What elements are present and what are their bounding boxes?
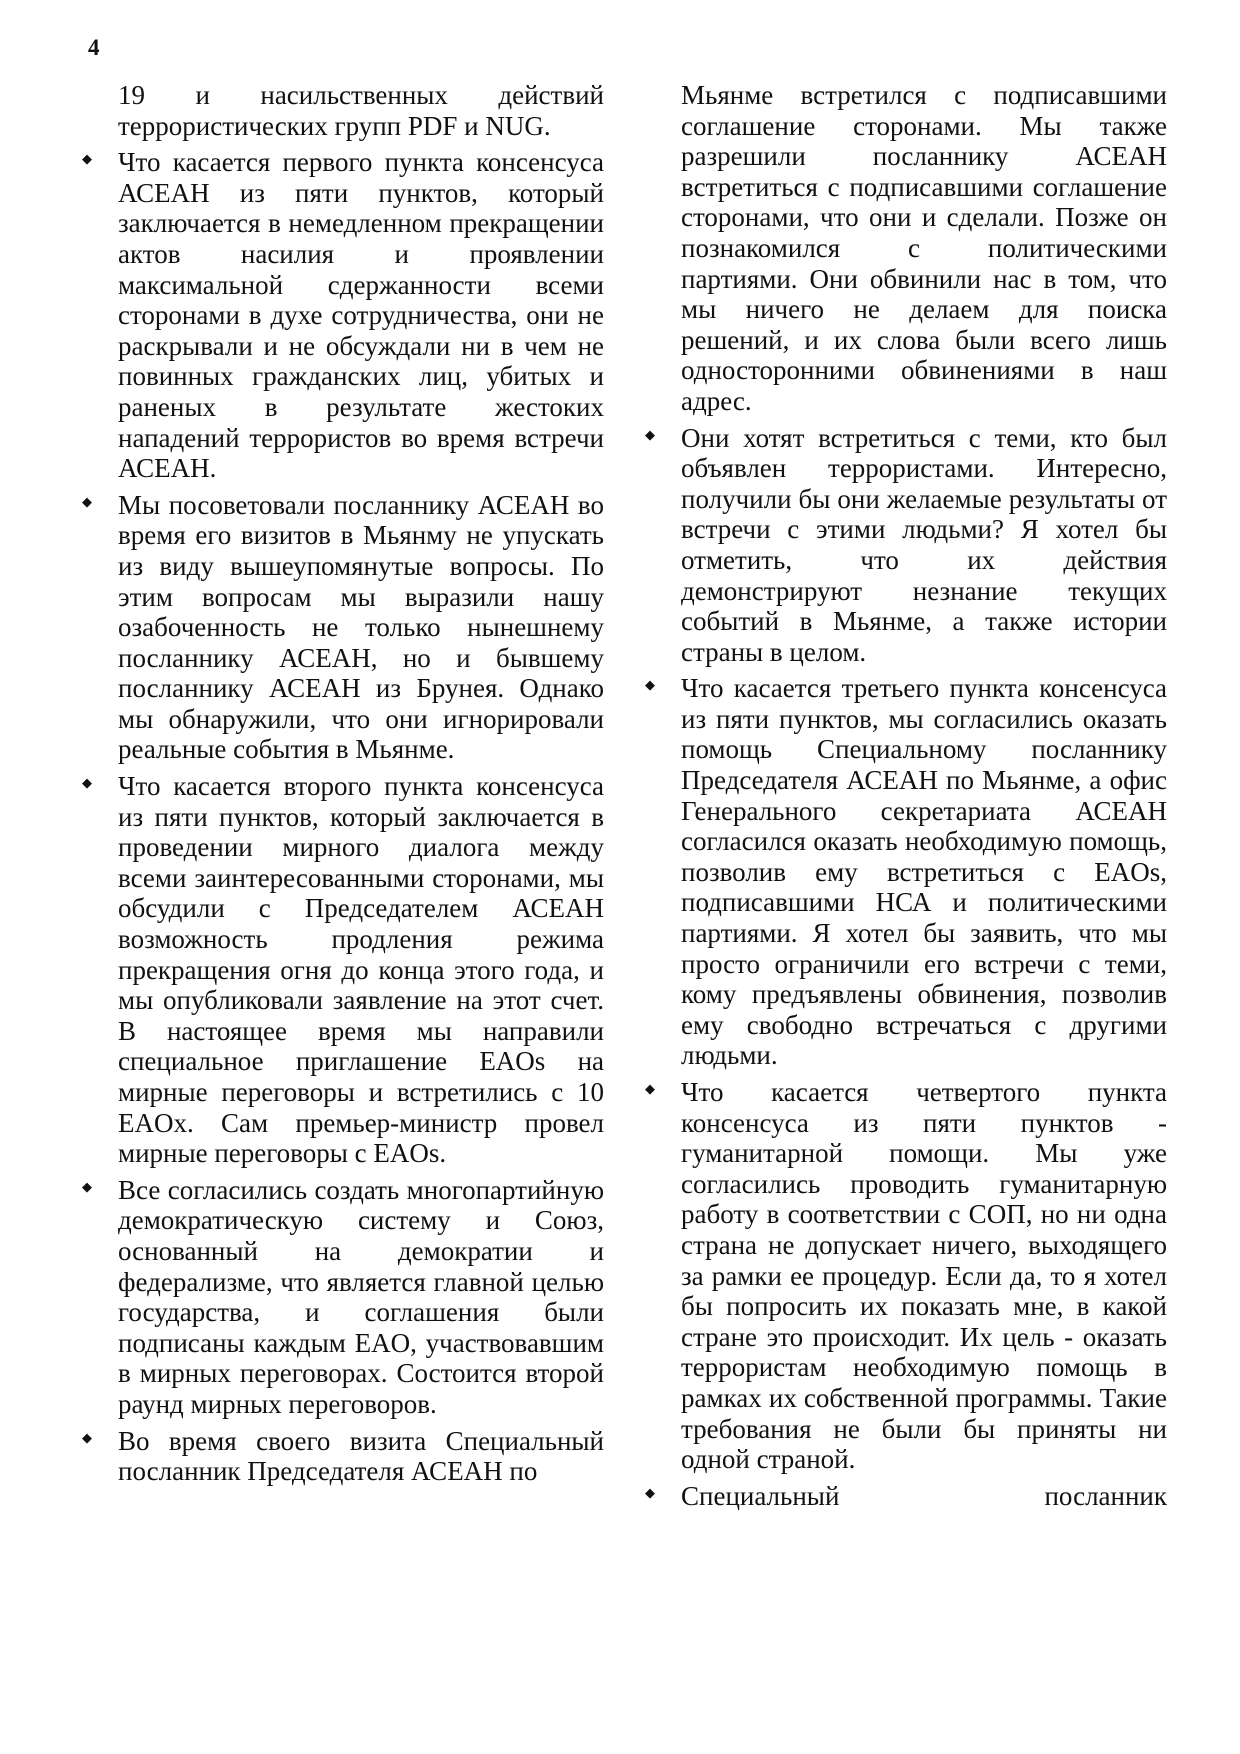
- paragraph: 19 и насильственных действий террористических групп PDF и NUG.: [118, 80, 604, 141]
- bullet-paragraph: ◆ Специальный посланник: [681, 1481, 1167, 1512]
- bullet-paragraph: ◆ Во время своего визита Специальный посланник Председателя АСЕАН по: [118, 1426, 604, 1487]
- right-column: [681, 80, 1167, 1517]
- bullet-paragraph: ◆ Все согласились создать многопартийную демократическую систему и Союз, основанный на демократии и федерализме, что является главной целью государства, и соглашения были подписаны каждым EAO, участвовавшим в мирных переговорах. Состоится второй раунд мирных переговоров.: [118, 1175, 604, 1420]
- bullet-paragraph: ◆ Мы посоветовали посланнику АСЕАН во время его визитов в Мьянму не упускать из виду вышеупомянутые вопросы. По этим вопросам мы выразили нашу озабоченность не только нынешнему посланнику АСЕАН, но и бывшему посланнику АСЕАН из Брунея. Однако мы обнаружили, что они игнорировали реальные события в Мьянме.: [118, 490, 604, 765]
- bullet-paragraph: ◆ Что касается третьего пункта консенсуса из пяти пунктов, мы согласились оказать помощь Специальному посланнику Председателя АСЕАН по Мьянме, а офис Генерального секретариата АСЕАН согласился оказать необходимую помощь, позволив ему встретиться с EAOs, подписавшими НСА и политическими партиями. Я хотел бы заявить, что мы просто ограничили его встречи с теми, кому предъявлены обвинения, позволив ему свободно встречаться с другими людьми.: [681, 673, 1167, 1071]
- paragraph: Мьянме встретился с подписавшими соглашение сторонами. Мы также разрешили посланнику АСЕАН встретиться с подписавшими соглашение сторонами, что они и сделали. Позже он познакомился с политическими партиями. Они обвинили нас в том, что мы ничего не делаем для поиска решений, и их слова были всего лишь односторонними обвинениями в наш адрес.: [681, 80, 1167, 416]
- page-number: 4: [88, 35, 100, 60]
- bullet-paragraph: ◆ Что касается четвертого пункта консенсуса из пяти пунктов - гуманитарной помощи. Мы уже согласились проводить гуманитарную работу в соответствии с СОП, но ни одна страна не допускает ничего, выходящего за рамки ее процедур. Если да, то я хотел бы попросить их показать мне, в какой стране это происходит. Их цель - оказать террористам необходимую помощь в рамках их собственной программы. Такие требования не были бы приняты ни одной страной.: [681, 1077, 1167, 1475]
- bullet-paragraph: ◆ Что касается второго пункта консенсуса из пяти пунктов, который заключается в проведении мирного диалога между всеми заинтересованными сторонами, мы обсудили с Председателем АСЕАН возможность продления режима прекращения огня до конца этого года, и мы опубликовали заявление на этот счет. В настоящее время мы направили специальное приглашение EAOs на мирные переговоры и встретились с 10 EAOх. Сам премьер-министр провел мирные переговоры с EAOs.: [118, 771, 604, 1169]
- bullet-paragraph: ◆ Что касается первого пункта консенсуса АСЕАН из пяти пунктов, который заключается в немедленном прекращении актов насилия и проявлении максимальной сдержанности всеми сторонами в духе сотрудничества, они не раскрывали и не обсуждали ни в чем не повинных гражданских лиц, убитых и раненых в результате жестоких нападений террористов во время встречи АСЕАН.: [118, 147, 604, 484]
- left-column: [118, 80, 604, 1493]
- bullet-paragraph: ◆ Они хотят встретиться с теми, кто был объявлен террористами. Интересно, получили бы они желаемые результаты от встречи с этими людьми? Я хотел бы отметить, что их действия демонстрируют незнание текущих событий в Мьянме, а также истории страны в целом.: [681, 423, 1167, 668]
